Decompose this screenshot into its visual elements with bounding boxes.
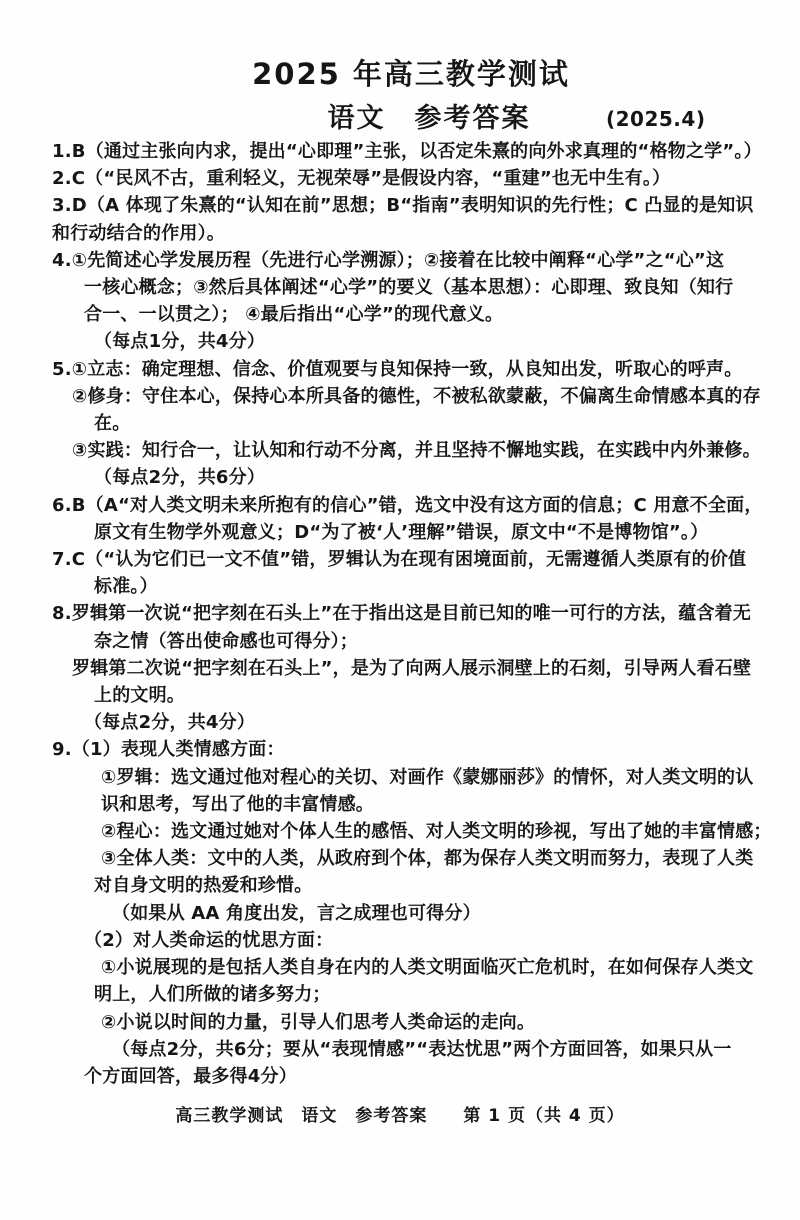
answer-line: ②小说以时间的力量，引导人们思考人类命运的走向。 [101,1011,536,1033]
answer-line: ①罗辑：选文通过他对程心的关切、对画作《蒙娜丽莎》的情怀，对人类文明的认 [101,766,754,788]
answer-line: 对自身文明的热爱和珍惜。 [94,875,313,897]
answer-line: （每点1分，共4分） [94,331,266,353]
answer-line: 奈之情（答出使命感也可得分）； [94,630,358,652]
answer-line: （2）对人类命运的忧思方面： [84,929,334,951]
answer-line: 2.C（“民风不古，重利轻义，无视荣辱”是假设内容，“重建”也无中生有。） [52,168,671,190]
answer-line: 5.①立志：确定理想、信念、价值观要与良知保持一致，从良知出发，听取心的呼声。 [52,358,743,380]
answer-line: 8.罗辑第一次说“把字刻在石头上”在于指出这是目前已知的唯一可行的方法，蕴含着无 [52,603,752,625]
answer-line: 4.①先简述心学发展历程（先进行心学溯源）；②接着在比较中阐释“心学”之“心”这 [52,249,725,271]
answer-line: ③实践：知行合一，让认知和行动不分离，并且坚持不懈地实践，在实践中内外兼修。 [72,440,761,462]
answer-line: ①小说展现的是包括人类自身在内的人类文明面临灭亡危机时，在如何保存人类文 [101,957,754,979]
answer-line: ②修身：守住本心，保持心本所具备的德性，不被私欲蒙蔽，不偏离生命情感本真的存 [72,385,761,407]
answer-line: 和行动结合的作用）。 [52,222,225,244]
answer-line: 上的文明。 [94,685,185,707]
answer-line: ②程心：选文通过她对个体人生的感悟、对人类文明的珍视，写出了她的丰富情感； [101,821,772,843]
page-footer: 高三教学测试 语文 参考答案 第 1 页（共 4 页） [175,1106,625,1126]
page-subtitle: 语文 参考答案 [327,103,531,134]
answer-line: 合一、一以贯之）； ④最后指出“心学”的现代意义。 [84,304,504,326]
answer-line: （每点2分，共6分） [94,467,266,489]
answer-line: 识和思考，写出了他的丰富情感。 [101,793,374,815]
answer-line: 明上，人们所做的诸多努力； [94,984,331,1006]
answer-lines [0,138,800,1090]
answer-line: 1.B（通过主张向内求，提出“心即理”主张，以否定朱熹的向外求真理的“格物之学”。） [52,141,762,162]
answer-line: 个方面回答，最多得4分） [84,1065,297,1087]
page-title: 2025 年高三教学测试 [252,57,570,91]
exam-date: (2025.4) [606,107,706,131]
answer-line: 标准。） [94,576,158,598]
answer-line: 9.（1）表现人类情感方面： [52,739,285,761]
answer-line: 罗辑第二次说“把字刻在石头上”，是为了向两人展示洞壁上的石刻，引导两人看石壁 [72,657,752,679]
answer-line: （每点2分，共4分） [84,712,256,734]
answer-line: 在。 [94,413,131,435]
answer-line: 7.C（“认为它们已一文不值”错，罗辑认为在现有困境面前，无需遵循人类原有的价值 [52,549,747,571]
answer-line: 原文有生物学外观意义；D“为了被‘人’理解”错误，原文中“不是博物馆”。） [94,521,709,543]
answer-line: 一核心概念；③然后具体阐述“心学”的要义（基本思想）：心即理、致良知（知行 [84,277,734,299]
answer-line: 6.B（A“对人类文明未来所抱有的信心”错，选文中没有这方面的信息；C 用意不全面， [52,494,763,516]
answer-line: ③全体人类：文中的人类，从政府到个体，都为保存人类文明而努力，表现了人类 [101,848,754,870]
answer-line: （每点2分，共6分；要从“表现情感”“表达忧思”两个方面回答，如果只从一 [112,1038,732,1060]
answer-line: 3.D（A 体现了朱熹的“认知在前”思想；B“指南”表明知识的先行性；C 凸显的是知识 [52,195,754,217]
answer-line: （如果从 AA 角度出发，言之成理也可得分） [112,902,481,924]
